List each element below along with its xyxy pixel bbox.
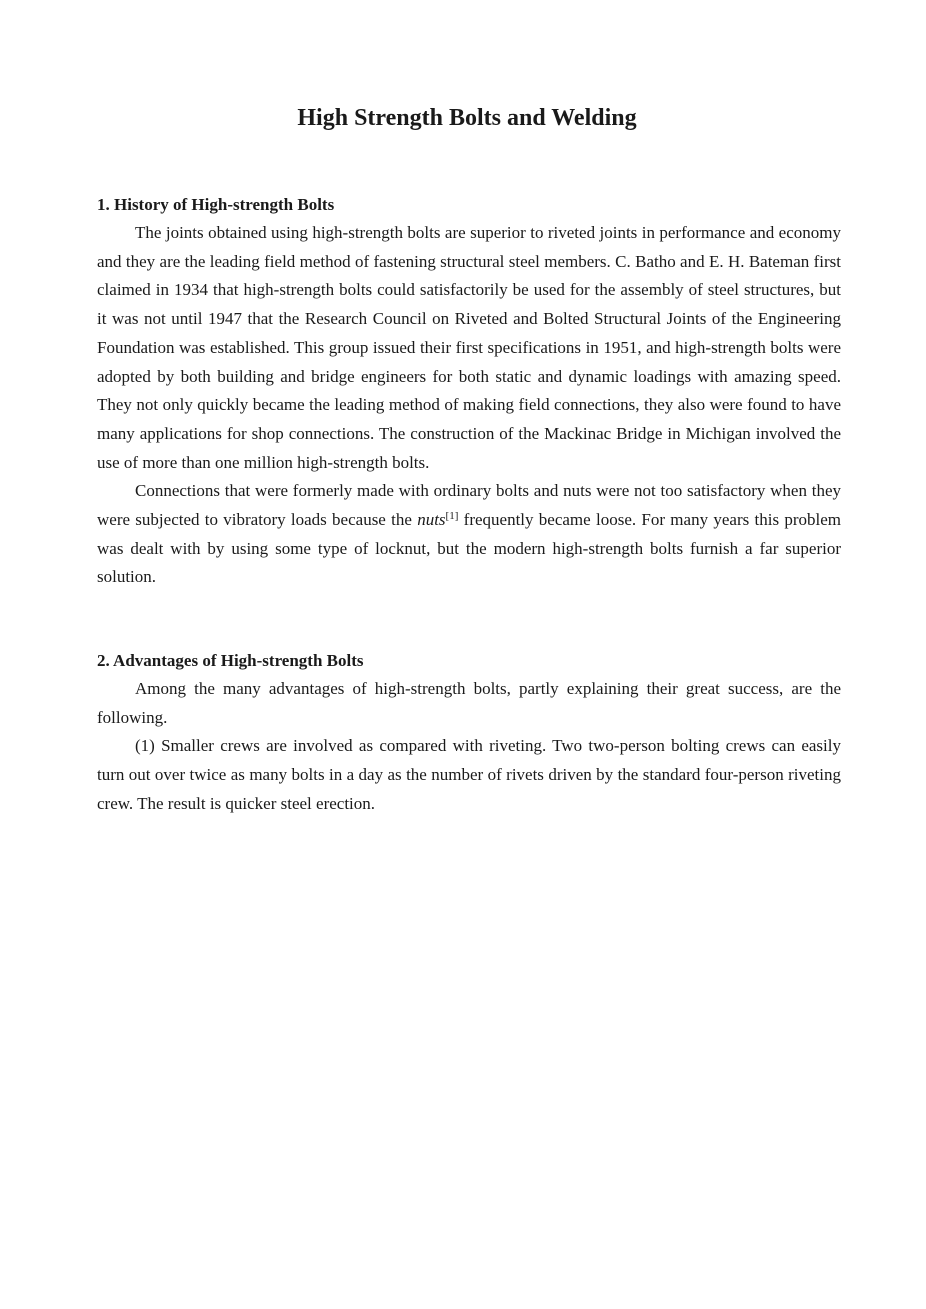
section-advantages bbox=[97, 647, 841, 819]
paragraph: (1) Smaller crews are involved as compared with riveting. Two two-person bolting crews can easily turn out over twice as many bolts in a day as the number of rivets driven by the standard four-person riveting crew. The result is quicker steel erection. bbox=[97, 736, 841, 813]
footnote-marker[interactable]: [1] bbox=[445, 510, 459, 523]
section-heading: 1. History of High-strength Bolts bbox=[97, 195, 335, 214]
section-heading: 2. Advantages of High-strength Bolts bbox=[97, 651, 364, 670]
italic-term: nuts bbox=[417, 510, 446, 530]
paragraph-text-after: frequently became loose. For many years this problem was dealt with by using some type of locknut, but the modern high-strength bolts furnish a far superior solution. bbox=[97, 510, 841, 587]
paragraph-text-before: Connections that were formerly made with ordinary bolts and nuts were not too satisfactory when they were subjected to vibratory loads because the bbox=[97, 481, 841, 530]
section-history bbox=[97, 191, 841, 592]
page-title: High Strength Bolts and Welding bbox=[297, 105, 637, 131]
paragraph: Among the many advantages of high-strength bolts, partly explaining their great success, are the following. bbox=[97, 679, 841, 727]
paragraph: The joints obtained using high-strength bolts are superior to riveted joints in performance and economy and they are the leading field method of fastening structural steel members. C. Batho and E. H. Bateman first claimed in 1934 that high-strength bolts could satisfactorily be used for the assembly of steel structures, but it was not until 1947 that the Research Council on Riveted and Bolted Structural Joints of the Engineering Foundation was established. This group issued their first specifications in 1951, and high-strength bolts were adopted by both building and bridge engineers for both static and dynamic loadings with amazing speed. They not only quickly became the leading method of making field connections, they also were found to have many applications for shop connections. The construction of the Mackinac Bridge in Michigan involved the use of more than one million high-strength bolts. bbox=[97, 223, 841, 472]
paragraph-with-footnote bbox=[97, 477, 841, 592]
